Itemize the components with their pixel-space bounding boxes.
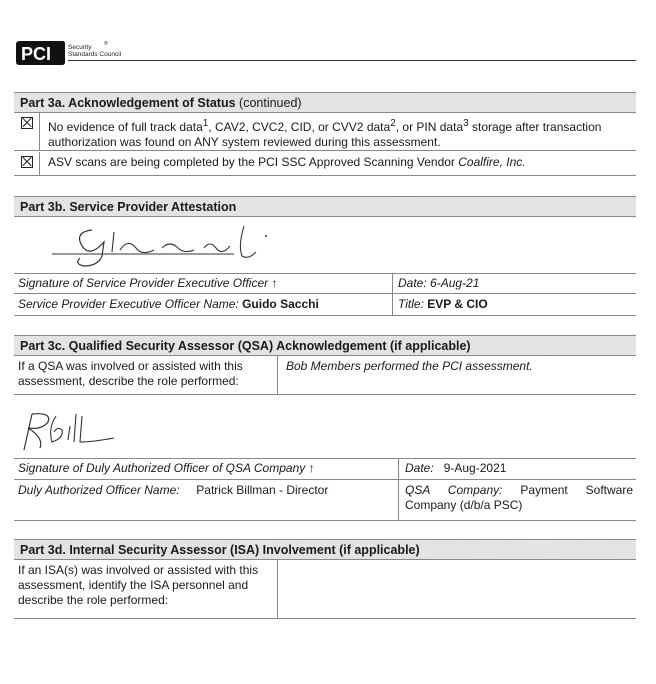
qsa-company: QSA Company: Payment Software Company (d/b/a PSC)	[405, 483, 633, 512]
isa-question: If an ISA(s) was involved or assisted with this assessment, identify the ISA personnel and describe the role performed:	[18, 563, 259, 607]
qsa-date: Date: 9-Aug-2021	[405, 461, 507, 475]
pci-logo	[14, 40, 66, 66]
rule	[14, 618, 636, 619]
qsa-role-answer: Bob Members performed the PCI assessment.	[286, 359, 533, 373]
rule	[392, 273, 393, 315]
rule	[14, 273, 636, 274]
part3a-item-1	[14, 113, 636, 151]
checked-box-icon	[21, 156, 33, 168]
checkbox-1[interactable]	[14, 113, 40, 150]
rule	[14, 479, 636, 480]
part3d-heading: Part 3d. Internal Security Assessor (ISA) Involvement (if applicable)	[14, 539, 636, 560]
rule	[277, 560, 278, 618]
checkbox-2[interactable]	[14, 152, 40, 175]
qsa-officer-name: Duly Authorized Officer Name: Patrick Billman - Director	[18, 483, 329, 497]
qsa-signature-label: Signature of Duly Authorized Officer of QSA Company ↑	[18, 461, 315, 475]
sp-officer-title: Title: EVP & CIO	[398, 297, 488, 311]
sp-date: Date: 6-Aug-21	[398, 276, 480, 290]
rule	[14, 315, 636, 316]
checked-box-icon	[21, 117, 33, 129]
sp-signature-label: Signature of Service Provider Executive Officer ↑	[18, 276, 278, 290]
qsa-question: If a QSA was involved or assisted with this assessment, describe the role performed:	[18, 359, 243, 388]
rule	[14, 293, 636, 294]
qsa-signature	[18, 408, 128, 456]
rule	[14, 458, 636, 459]
part3a-item-2-text: ASV scans are being completed by the PCI SSC Approved Scanning Vendor Coalfire, Inc.	[48, 155, 526, 169]
rule	[398, 458, 399, 520]
rule	[14, 520, 636, 521]
part3a-heading: Part 3a. Acknowledgement of Status (continued)	[14, 92, 636, 113]
part3c-heading: Part 3c. Qualified Security Assessor (QSA) Acknowledgement (if applicable)	[14, 335, 636, 356]
part3b-heading: Part 3b. Service Provider Attestation	[14, 196, 636, 217]
part3a-item-2	[14, 152, 636, 176]
sp-officer-name: Service Provider Executive Officer Name: Guido Sacchi	[18, 297, 319, 311]
part3a-item-1-text: No evidence of full track data$^1$, CAV2, CVC2, CID, or CVV2 data$^2$, or PIN data$^3$ storage after transaction authorization was found on ANY system reviewed during this assessment.	[48, 118, 602, 149]
rule	[277, 356, 278, 394]
header-rule	[68, 60, 636, 61]
rule	[14, 394, 636, 395]
executive-signature	[44, 222, 284, 270]
page-header	[14, 38, 636, 68]
org-name: ® Security Standards Council	[68, 41, 122, 58]
logo-letters: PCI	[21, 44, 52, 64]
